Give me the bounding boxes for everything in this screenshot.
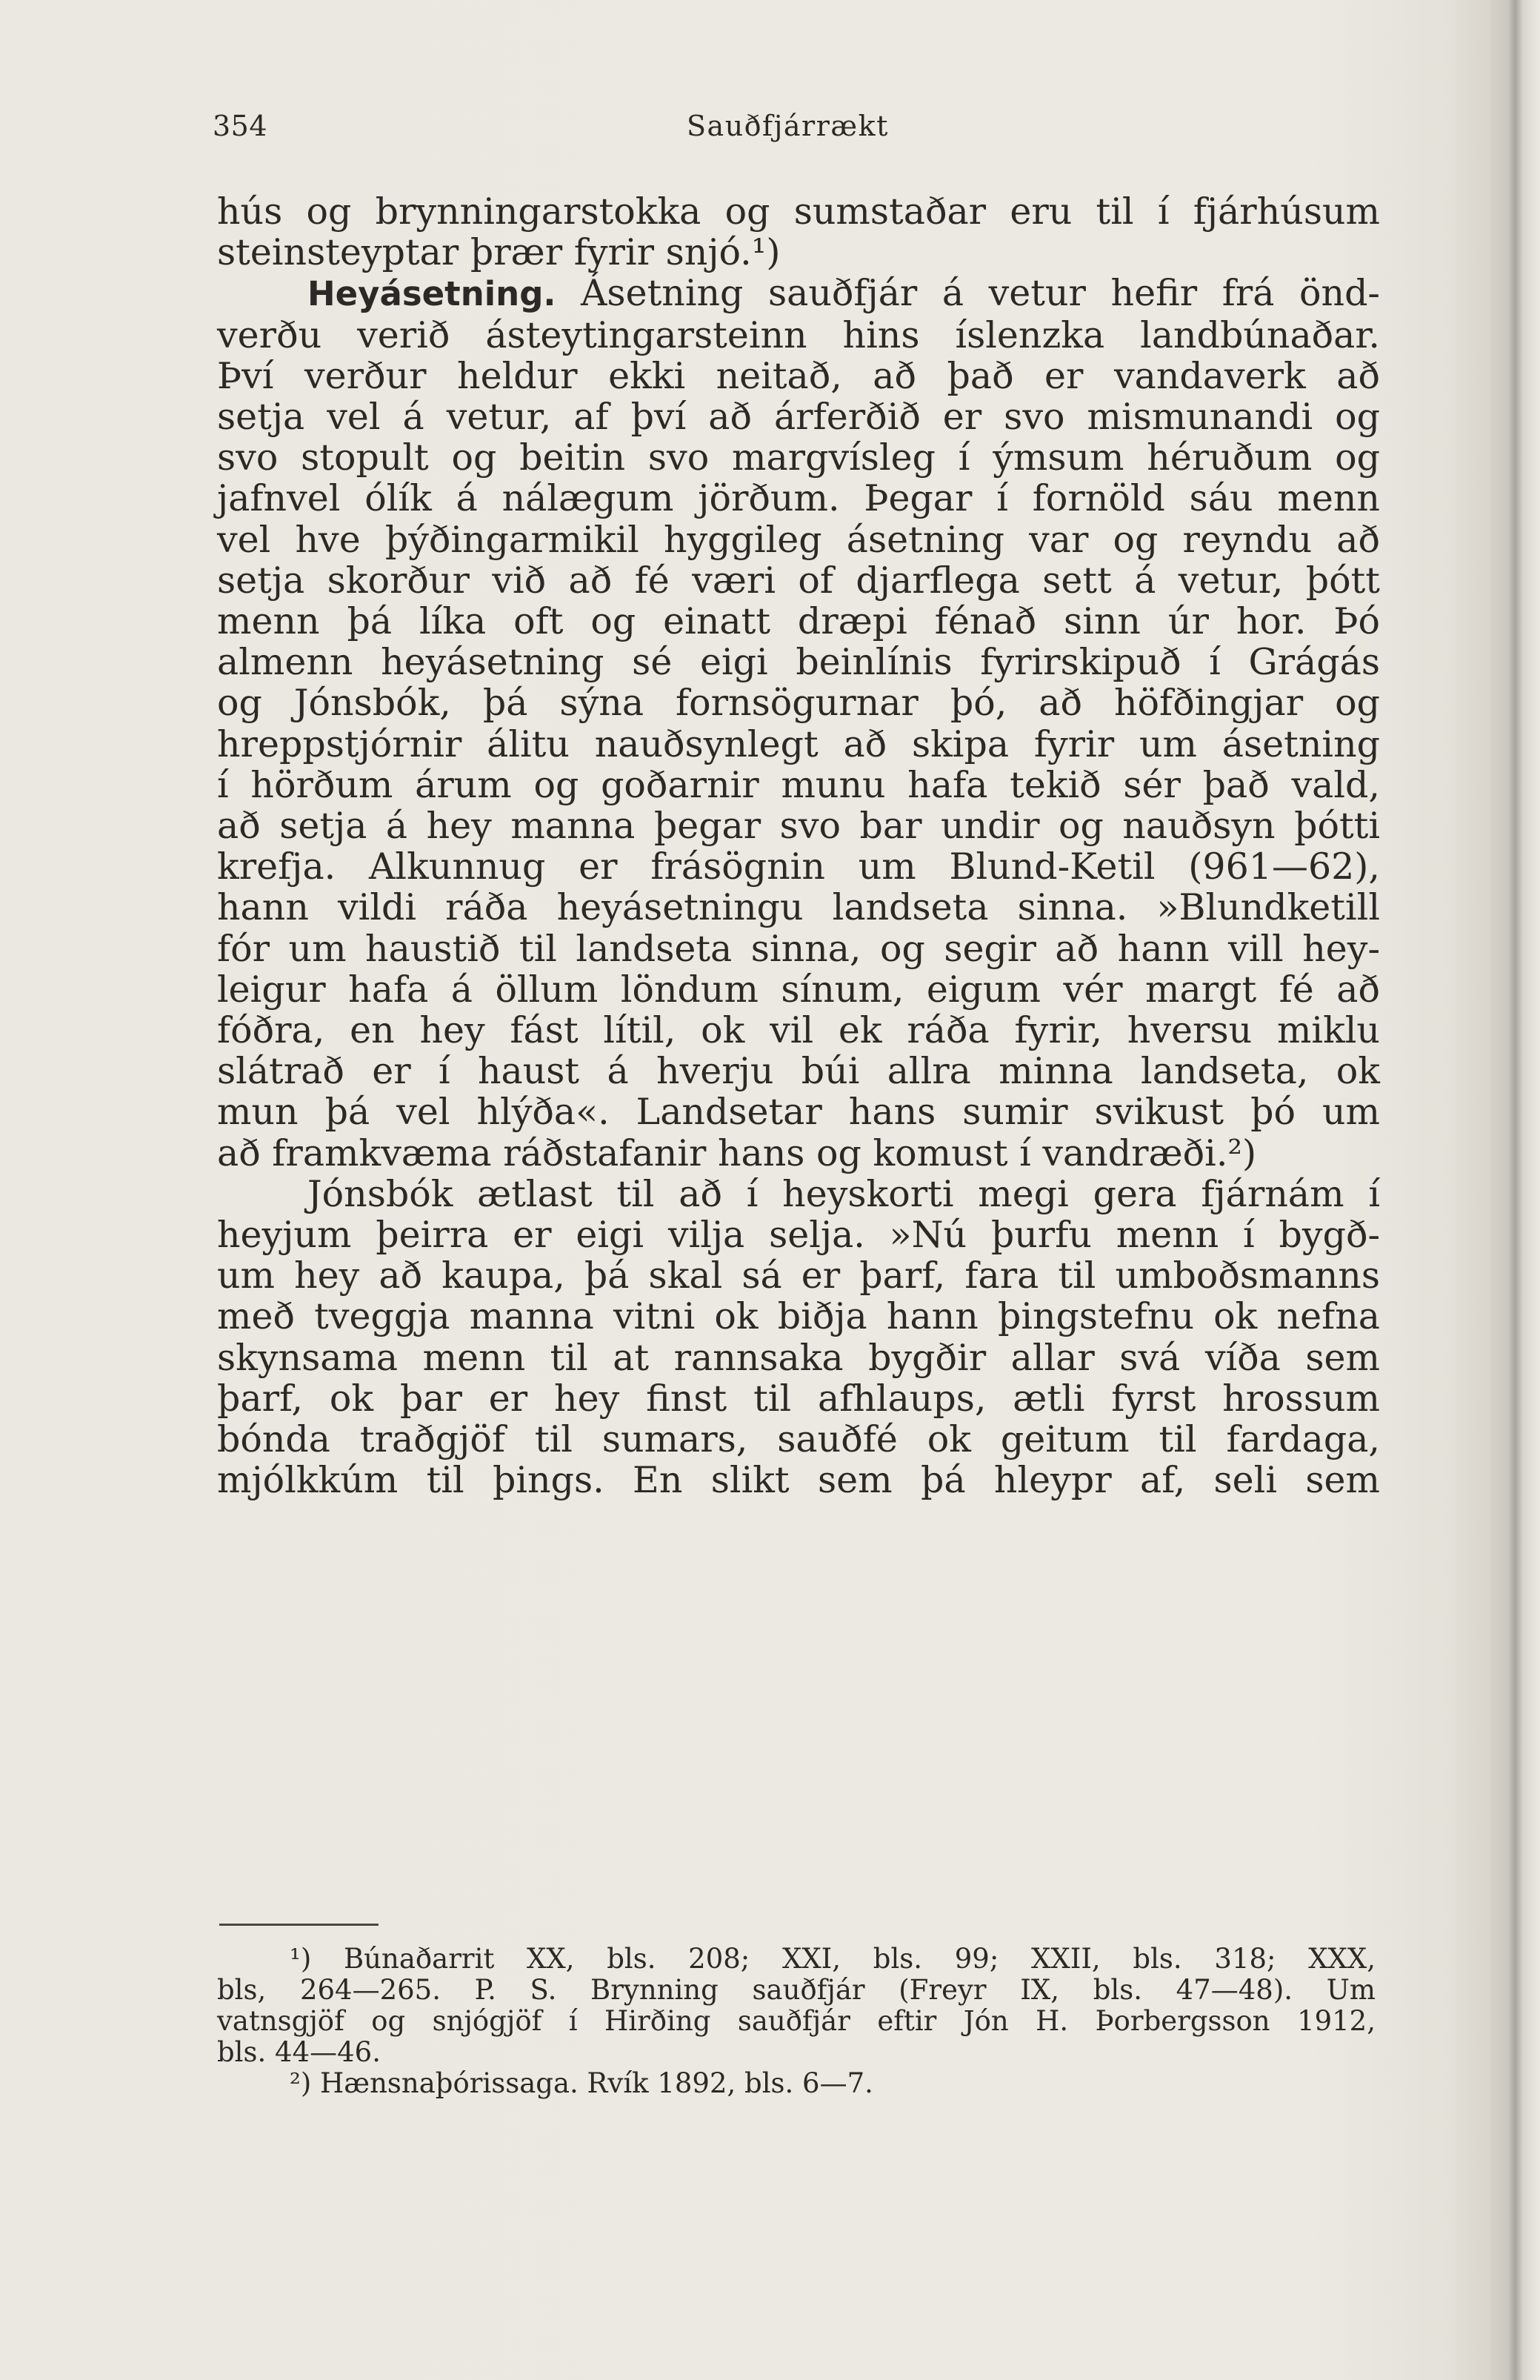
page-header [213,110,1390,147]
section-lead-term: Heyásetning. [307,274,556,314]
text-line: steinsteyptar þrær fyrir snjó.¹) [217,231,781,274]
text-line: setja vel á vetur, af því að árferðið er svo mismunandi og [217,396,1380,439]
text-line: krefja. Alkunnug er frásögnin um Blund-Ketil (961—62), [217,845,1380,888]
page-number: 354 [213,110,268,142]
text-line: bónda traðgjöf til sumars, sauðfé ok geitum til fardaga, [217,1418,1380,1461]
text-line: jafnvel ólík á nálægum jörðum. Þegar í fornöld sáu menn [217,477,1380,520]
text-line: svo stopult og beitin svo margvísleg í ýmsum héruðum og [217,436,1380,479]
text-line: hús og brynningarstokka og sumstaðar eru til í fjárhúsum [217,190,1380,233]
text-line: að framkvæma ráðstafanir hans og komust í vandræði.²) [217,1131,1257,1174]
text-line: mun þá vel hlýða«. Landsetar hans sumir svikust þó um [217,1091,1380,1134]
text-line: Því verður heldur ekki neitað, að það er vandaverk að [217,354,1380,397]
text-line: fór um haustið til landseta sinna, og segir að hann vill hey- [217,927,1380,970]
heading-line-text: Ásetning sauðfjár á vetur hefir frá önd- [556,272,1380,315]
text-line: almenn heyásetning sé eigi beinlínis fyrirskipuð í Grágás [217,641,1380,684]
footnote-line: ²) Hænsnaþórissaga. Rvík 1892, bls. 6—7. [290,2067,873,2099]
page-edge-shadow [1488,0,1540,2380]
footnotes [217,1944,1376,2099]
footnote-separator [219,1924,379,1926]
text-line: að setja á hey manna þegar svo bar undir og nauðsyn þótti [217,805,1380,848]
text-line: slátrað er í haust á hverju búi allra minna landseta, ok [217,1050,1380,1093]
text-line: Jónsbók ætlast til að í heyskorti megi gera fjárnám í [307,1172,1380,1215]
text-line-heading-paragraph [217,273,1380,314]
text-line: með tveggja manna vitni ok biðja hann þingstefnu ok nefna [217,1295,1380,1338]
text-line: í hörðum árum og goðarnir munu hafa tekið sér það vald, [217,763,1380,806]
footnote-line: vatnsgjöf og snjógjöf í Hirðing sauðfjár eftir Jón H. Þorbergsson 1912, [217,2005,1376,2037]
text-line: skynsama menn til at rannsaka bygðir allar svá víða sem [217,1336,1380,1379]
text-line: verðu verið ásteytingarsteinn hins íslenzka landbúnaðar. [217,313,1380,356]
text-line: leigur hafa á öllum löndum sínum, eigum vér margt fé að [217,968,1380,1011]
text-line: heyjum þeirra er eigi vilja selja. »Nú þurfu menn í bygð- [217,1214,1380,1257]
footnote-line: bls, 264—265. P. S. Brynning sauðfjár (Freyr IX, bls. 47—48). Um [217,1974,1376,2006]
running-head: Sauðfjárrækt [687,110,889,142]
footnote-line: ¹) Búnaðarrit XX, bls. 208; XXI, bls. 99; XXII, bls. 318; XXX, [290,1943,1376,1975]
text-line: og Jónsbók, þá sýna fornsögurnar þó, að höfðingjar og [217,682,1380,725]
text-line: setja skorður við að fé væri of djarflega sett á vetur, þótt [217,559,1380,602]
text-line: menn þá líka oft og einatt dræpi fénað sinn úr hor. Þó [217,600,1380,643]
main-text [217,191,1380,1501]
text-line: þarf, ok þar er hey finst til afhlaups, ætli fyrst hrossum [217,1377,1380,1420]
text-line: vel hve þýðingarmikil hyggileg ásetning var og reyndu að [217,518,1380,561]
footnote-line: bls. 44—46. [217,2036,381,2068]
text-line: hann vildi ráða heyásetningu landseta sinna. »Blundketill [217,886,1380,929]
text-line: um hey að kaupa, þá skal sá er þarf, fara til umboðsmanns [217,1254,1380,1297]
text-line: fóðra, en hey fást lítil, ok vil ek ráða fyrir, hversu miklu [217,1009,1380,1052]
text-line: hreppstjórnir álitu nauðsynlegt að skipa fyrir um ásetning [217,722,1380,765]
text-line: mjólkkúm til þings. En slikt sem þá hleypr af, seli sem [217,1459,1380,1502]
